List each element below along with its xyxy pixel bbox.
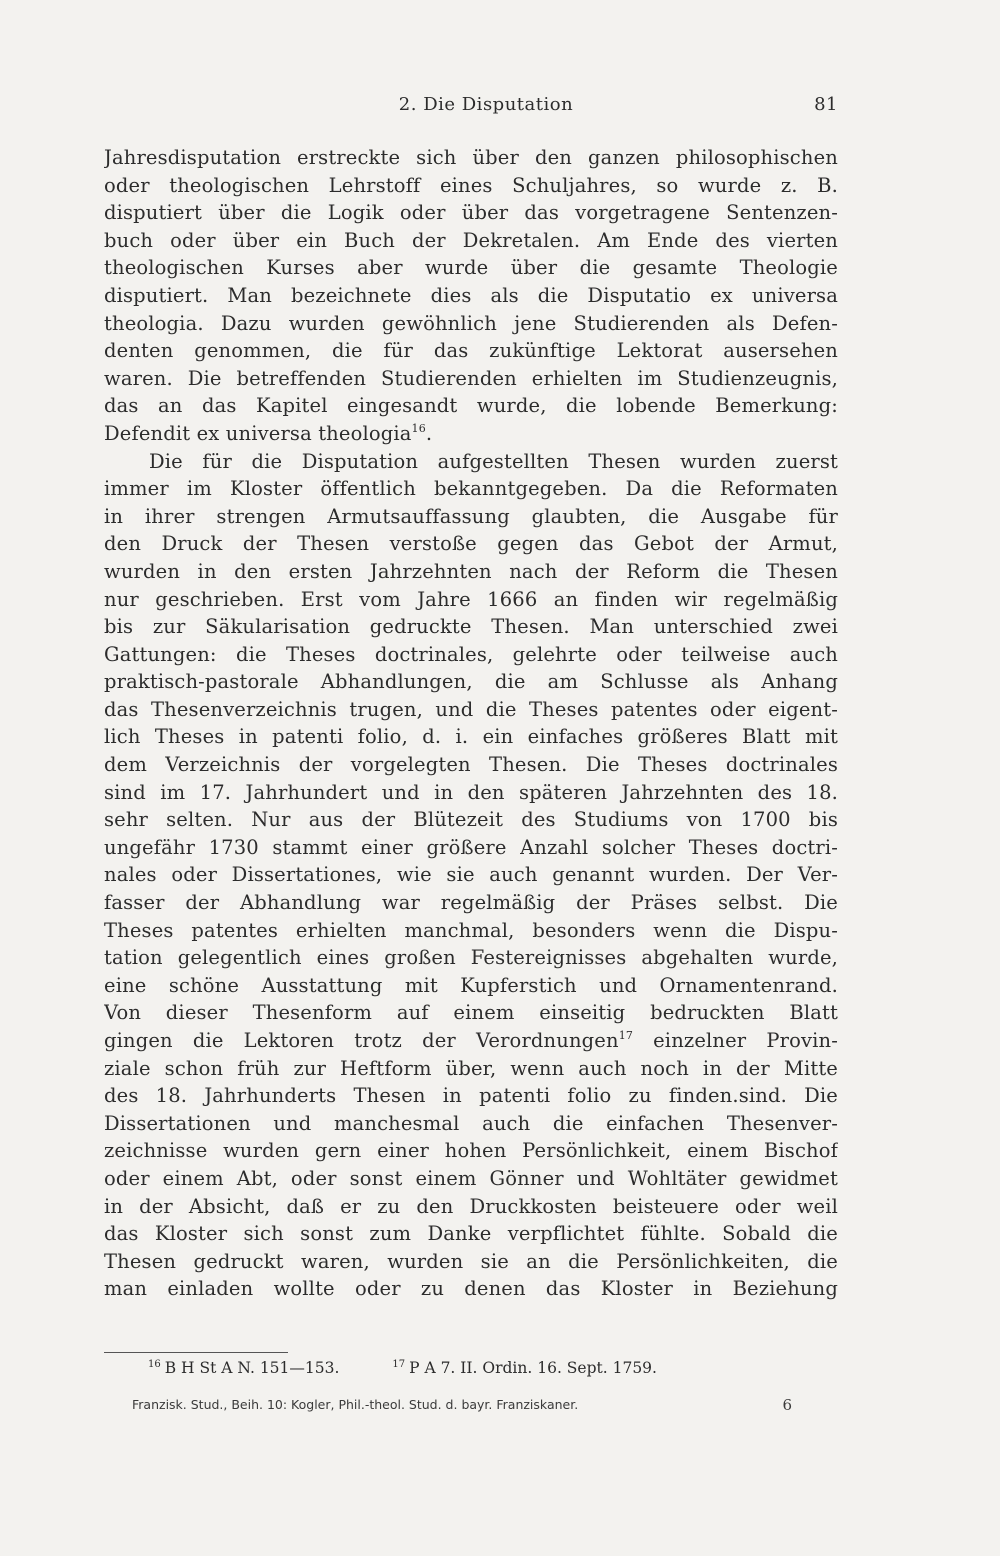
running-title: 2. Die Disputation	[398, 94, 574, 115]
line-text-continued: .	[425, 421, 433, 445]
text-line	[104, 834, 838, 862]
text-line	[104, 586, 838, 614]
line-text: Von dieser Thesenform auf einem einseitig bedruckten Blatt	[104, 1001, 838, 1025]
text-line	[104, 530, 838, 558]
line-text: ziale schon früh zur Heftform über, wenn auch noch in der Mitte	[104, 1056, 838, 1080]
line-text-continued: einzelner Provin-	[633, 1029, 838, 1052]
text-line	[104, 806, 838, 834]
text-line	[104, 1193, 838, 1221]
footnote-17	[392, 1356, 657, 1380]
text-line	[104, 337, 838, 365]
footnotes	[148, 1356, 838, 1380]
running-head	[104, 94, 838, 120]
line-text: des 18. Jahrhunderts Thesen in patenti folio zu finden.sind. Die	[104, 1084, 838, 1108]
line-text: Defendit ex universa theologia	[104, 421, 412, 445]
text-line	[104, 751, 838, 779]
footnote-mark: 17	[392, 1359, 406, 1370]
text-line	[104, 1248, 838, 1276]
text-line	[104, 420, 838, 448]
line-text: Jahresdisputation erstreckte sich über den ganzen philosophischen	[104, 146, 838, 169]
text-line	[104, 1165, 838, 1193]
line-text: in ihrer strengen Armutsauffassung glaubten, die Ausgabe für	[104, 504, 838, 528]
line-text: das Kloster sich sonst zum Danke verpflichtet fühlte. Sobald die	[104, 1222, 838, 1246]
line-text: waren. Die betreffenden Studierenden erhielten im Studienzeugnis,	[104, 366, 838, 390]
footnote-divider	[104, 1352, 288, 1353]
line-text: oder theologischen Lehrstoff eines Schuljahres, so wurde z. B.	[104, 173, 838, 197]
text-line	[104, 668, 838, 696]
line-text: nales oder Dissertationes, wie sie auch genannt wurden. Der Ver-	[104, 863, 838, 887]
text-line	[104, 475, 838, 503]
line-text: man einladen wollte oder zu denen das Kloster in Beziehung	[104, 1277, 838, 1301]
line-text: immer im Kloster öffentlich bekanntgegeben. Da die Reformaten	[104, 477, 838, 501]
text-line	[104, 779, 838, 807]
footnote-text: P A 7. II. Ordin. 16. Sept. 1759.	[409, 1359, 657, 1377]
line-text: denten genommen, die für das zukünftige Lektorat ausersehen	[104, 339, 838, 363]
text-line	[104, 144, 838, 172]
footnote-reference: 17	[618, 1029, 634, 1042]
line-text: zeichnisse wurden gern einer hohen Persönlichkeit, einem Bischof	[104, 1139, 838, 1163]
line-text: buch oder über ein Buch der Dekretalen. Am Ende des vierten	[104, 228, 838, 252]
text-line	[104, 503, 838, 531]
line-text: bis zur Säkularisation gedruckte Thesen. Man unterschied zwei	[104, 615, 838, 639]
line-text: dem Verzeichnis der vorgelegten Thesen. Die Theses doctrinales	[104, 753, 838, 777]
text-line	[104, 282, 838, 310]
text-line	[104, 889, 838, 917]
text-line	[104, 972, 838, 1000]
text-line	[104, 227, 838, 255]
imprint-text: Franzisk. Stud., Beih. 10: Kogler, Phil.-theol. Stud. d. bayr. Franziskaner.	[132, 1397, 579, 1412]
line-text: tation gelegentlich eines großen Festereignisses abgehalten wurde,	[104, 946, 838, 970]
body-text	[104, 144, 838, 1303]
imprint-line	[132, 1394, 838, 1416]
line-text: fasser der Abhandlung war regelmäßig der Präses selbst. Die	[104, 891, 838, 915]
signature-mark: 6	[782, 1396, 792, 1414]
line-text: das Thesenverzeichnis trugen, und die Theses patentes oder eigent-	[104, 697, 838, 721]
page-number: 81	[814, 94, 838, 115]
text-line	[104, 254, 838, 282]
footnote-text: B H St A N. 151—153.	[164, 1359, 340, 1377]
text-line	[104, 172, 838, 200]
line-text: sehr selten. Nur aus der Blütezeit des Studiums von 1700 bis	[104, 808, 838, 832]
text-line	[104, 613, 838, 641]
line-text: Gattungen: die Theses doctrinales, gelehrte oder teilweise auch	[104, 642, 838, 666]
line-text: disputiert. Man bezeichnete dies als die Disputatio ex universa	[104, 283, 838, 307]
text-line	[104, 365, 838, 393]
line-text: Theses patentes erhielten manchmal, besonders wenn die Dispu-	[104, 918, 838, 942]
line-text: theologischen Kurses aber wurde über die gesamte Theologie	[104, 256, 838, 280]
text-line	[104, 696, 838, 724]
line-text: den Druck der Thesen verstoße gegen das Gebot der Armut,	[104, 532, 838, 556]
footnote-mark: 16	[148, 1359, 161, 1370]
text-line	[104, 199, 838, 227]
line-text: wurden in den ersten Jahrzehnten nach der Reform die Thesen	[104, 559, 838, 583]
text-line	[104, 917, 838, 945]
text-line	[104, 1055, 838, 1083]
text-line	[104, 392, 838, 420]
line-text: Thesen gedruckt waren, wurden sie an die Persönlichkeiten, die	[104, 1249, 838, 1273]
line-text: praktisch-pastorale Abhandlungen, die am Schlusse als Anhang	[104, 670, 838, 694]
line-text: gingen die Lektoren trotz der Verordnungen	[104, 1029, 619, 1052]
line-text: sind im 17. Jahrhundert und in den späteren Jahrzehnten des 18.	[104, 780, 838, 804]
line-text: oder einem Abt, oder sonst einem Gönner und Wohltäter gewidmet	[104, 1166, 838, 1190]
line-text: nur geschrieben. Erst vom Jahre 1666 an finden wir regelmäßig	[104, 587, 838, 611]
text-line	[104, 1110, 838, 1138]
line-text: theologia. Dazu wurden gewöhnlich jene Studierenden als Defen-	[104, 311, 838, 335]
text-line	[104, 944, 838, 972]
text-line	[104, 1027, 838, 1055]
text-line	[104, 558, 838, 586]
line-text: Dissertationen und manchesmal auch die einfachen Thesenver-	[104, 1111, 838, 1135]
text-line	[104, 861, 838, 889]
line-text: Die für die Disputation aufgestellten Thesen wurden zuerst	[149, 449, 838, 473]
line-text: lich Theses in patenti folio, d. i. ein einfaches größeres Blatt mit	[104, 725, 838, 749]
line-text: disputiert über die Logik oder über das vorgetragene Sentenzen-	[104, 201, 838, 225]
line-text: das an das Kapitel eingesandt wurde, die lobende Bemerkung:	[104, 394, 838, 418]
text-line	[104, 723, 838, 751]
text-line	[104, 999, 838, 1027]
line-text: in der Absicht, daß er zu den Druckkosten beisteuere oder weil	[104, 1194, 838, 1218]
text-line	[104, 1275, 838, 1303]
text-line	[104, 448, 838, 476]
text-line	[104, 310, 838, 338]
text-line	[104, 641, 838, 669]
line-text: eine schöne Ausstattung mit Kupferstich und Ornamentenrand.	[104, 973, 838, 997]
footnote-reference: 16	[411, 421, 426, 435]
line-text: ungefähr 1730 stammt einer größere Anzahl solcher Theses doctri-	[104, 835, 838, 859]
text-line	[104, 1220, 838, 1248]
footnote-16	[148, 1356, 339, 1380]
text-line	[104, 1137, 838, 1165]
text-line	[104, 1082, 838, 1110]
